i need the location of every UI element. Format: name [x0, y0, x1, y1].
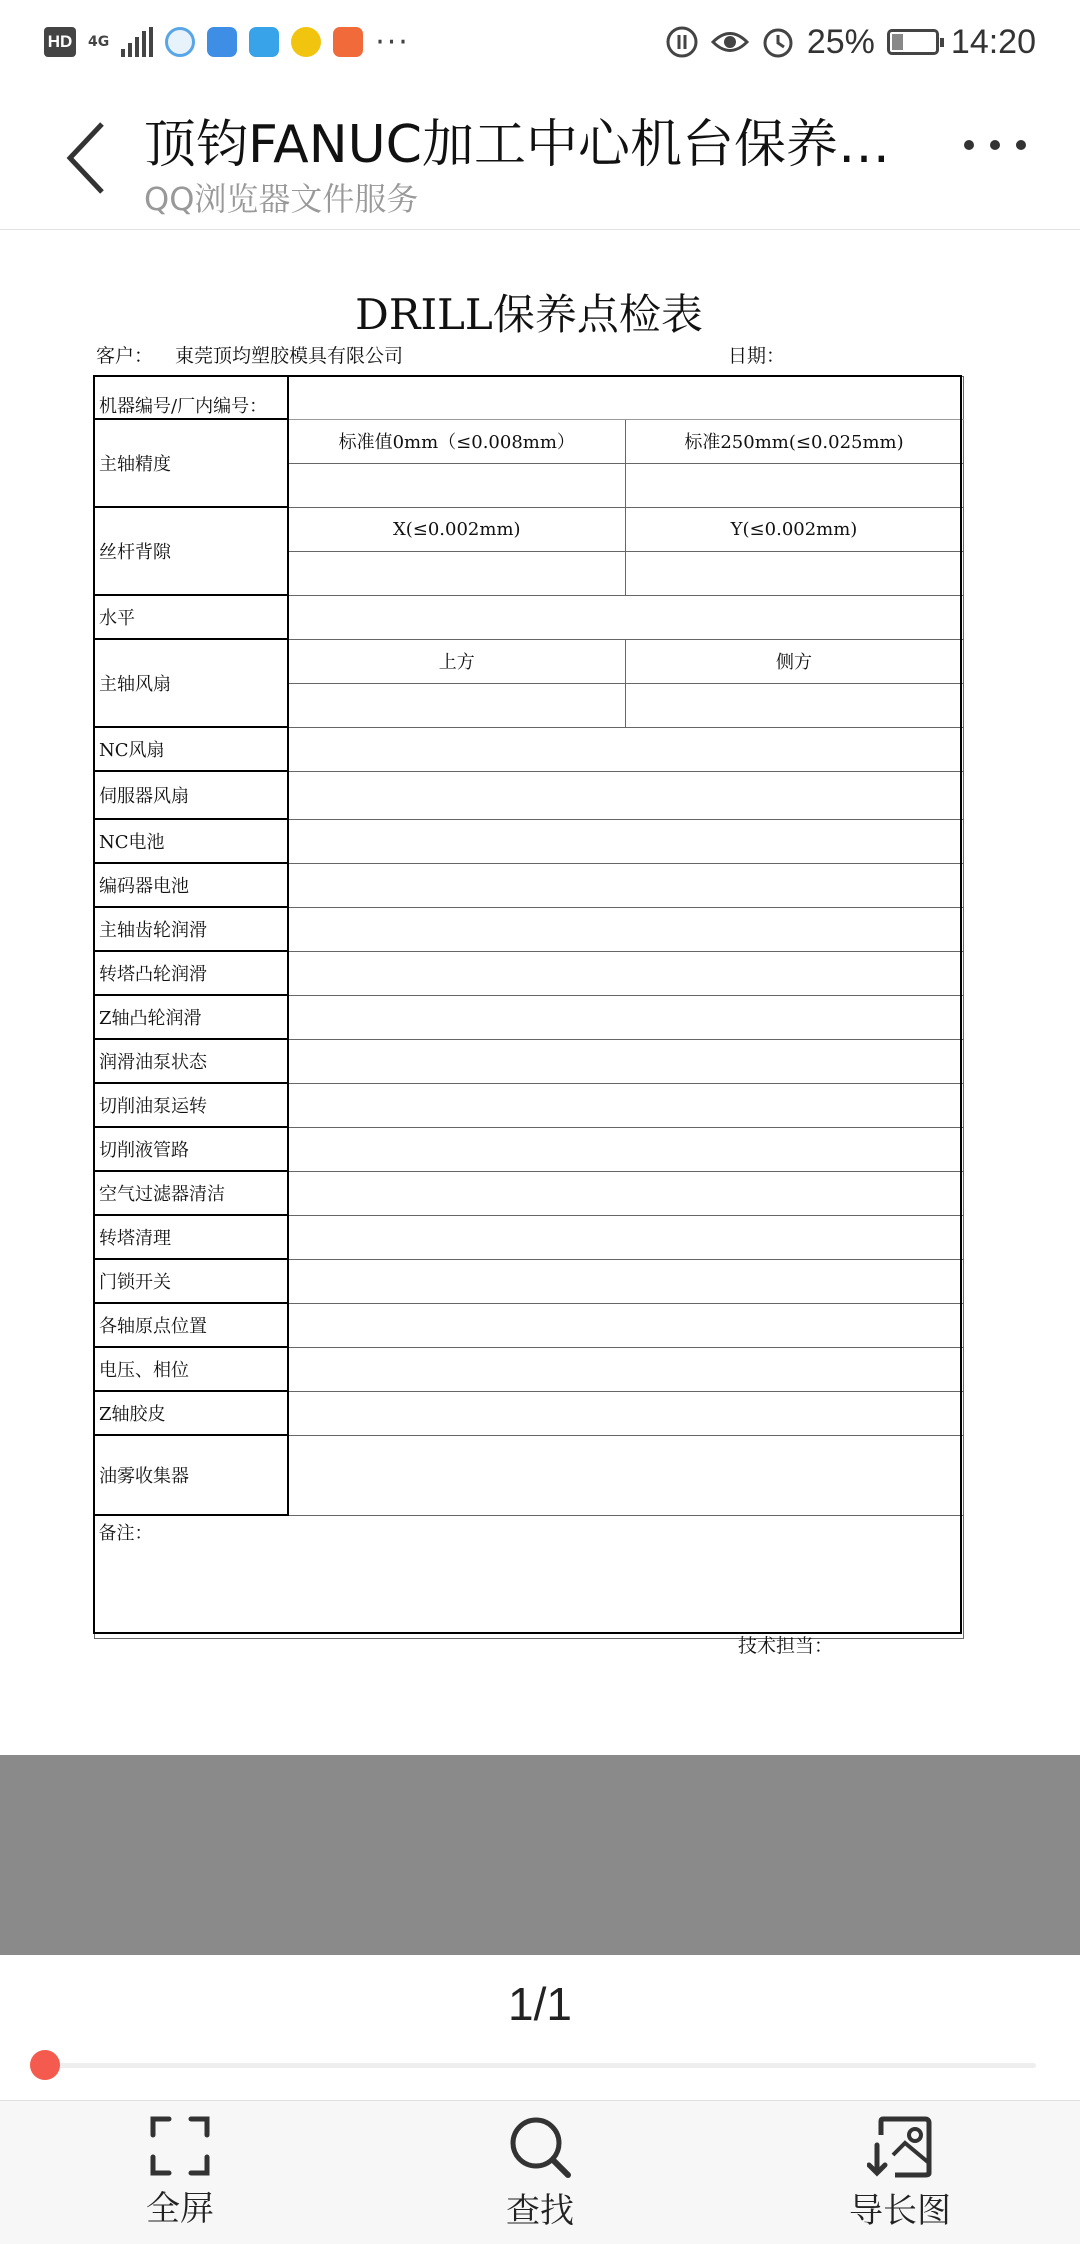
spindle-fan-value2 [625, 683, 963, 727]
item-value [288, 1303, 963, 1347]
item-label-text: 切削油泵运转 [99, 1096, 207, 1117]
listen-app-icon [333, 27, 363, 57]
remarks-label: 备注： [98, 1523, 153, 1544]
item-label-text: 转塔清理 [99, 1228, 171, 1249]
item-label-text: NC风扇 [99, 740, 165, 761]
remarks-cell [94, 1515, 963, 1638]
battery-percent: 25% [806, 22, 875, 61]
viewer-background [0, 1755, 1080, 1955]
find-label: 查找 [506, 2191, 574, 2231]
item-label-text: 各轴原点位置 [99, 1316, 207, 1337]
row-label-ballscrew-backlash [94, 507, 288, 595]
item-row [94, 863, 963, 907]
machine-no-label: 机器编号/厂内编号： [99, 396, 268, 417]
technician-label: 技术担当： [738, 1635, 834, 1657]
item-row [94, 995, 963, 1039]
more-options-button[interactable] [964, 140, 1026, 150]
item-row [94, 1083, 963, 1127]
item-label [94, 1259, 288, 1303]
page-slider-track[interactable] [44, 2063, 1036, 2068]
customer-line [96, 341, 403, 368]
row-label-spindle-accuracy [94, 419, 288, 507]
item-label-text: 润滑油泵状态 [99, 1052, 207, 1073]
item-row [94, 1391, 963, 1435]
item-label [94, 995, 288, 1039]
item-row [94, 727, 963, 771]
item-value [288, 907, 963, 951]
item-label [94, 1171, 288, 1215]
browser-app-icon [165, 27, 195, 57]
machine-no-value [288, 376, 963, 419]
customer-label: 客户： [96, 345, 154, 367]
app-header [0, 84, 1080, 230]
level-label: 水平 [99, 608, 135, 629]
item-label-text: NC电池 [99, 832, 165, 853]
spindle-accuracy-value2 [625, 463, 963, 507]
item-label-text: 主轴齿轮润滑 [99, 920, 207, 941]
item-label-text: 伺服器风扇 [99, 786, 189, 807]
status-left [44, 22, 410, 62]
spindle-fan-col1: 上方 [288, 639, 625, 683]
item-row [94, 1347, 963, 1391]
ballscrew-backlash-label: 丝杆背隙 [99, 542, 171, 563]
item-row [94, 819, 963, 863]
item-label [94, 951, 288, 995]
item-row [94, 1039, 963, 1083]
spindle-accuracy-label: 主轴精度 [99, 454, 171, 475]
fullscreen-icon [149, 2115, 211, 2177]
item-label [94, 771, 288, 819]
clock: 14:20 [950, 22, 1036, 61]
item-label-text: 电压、相位 [99, 1360, 189, 1381]
item-label [94, 1435, 288, 1515]
item-value [288, 1039, 963, 1083]
backlash-col2: Y(≤0.002mm) [625, 507, 963, 551]
eye-comfort-icon [711, 27, 749, 57]
item-label [94, 1083, 288, 1127]
page-subtitle: QQ浏览器文件服务 [144, 180, 419, 218]
item-label-text: Z轴凸轮润滑 [99, 1008, 202, 1029]
item-label [94, 1347, 288, 1391]
spindle-accuracy-col2: 标准250mm(≤0.025mm) [625, 419, 963, 463]
row-label-spindle-fan [94, 639, 288, 727]
status-right [665, 22, 1036, 62]
page-title: 顶钧FANUC加工中心机台保养… [144, 115, 890, 175]
page-slider-thumb[interactable] [30, 2050, 60, 2080]
long-image-icon [867, 2115, 933, 2179]
item-label-text: 门锁开关 [99, 1272, 171, 1293]
search-icon [508, 2115, 572, 2179]
item-row [94, 1259, 963, 1303]
document-page [0, 231, 1080, 1755]
item-label [94, 1391, 288, 1435]
page-number: 1/1 [508, 1978, 572, 2030]
signal-icon [121, 27, 153, 57]
fullscreen-button[interactable] [80, 2111, 280, 2241]
hd-icon: HD [44, 27, 76, 57]
item-value [288, 1171, 963, 1215]
item-value [288, 1127, 963, 1171]
item-label-text: 油雾收集器 [99, 1466, 189, 1487]
battery-icon [887, 29, 939, 55]
item-value [288, 995, 963, 1039]
item-value [288, 819, 963, 863]
item-row [94, 1303, 963, 1347]
item-value [288, 1083, 963, 1127]
item-row [94, 1215, 963, 1259]
backlash-value2 [625, 551, 963, 595]
send-app-icon [249, 27, 279, 57]
row-label-machine-no [94, 376, 288, 419]
item-label-text: Z轴胶皮 [99, 1404, 166, 1425]
shield-app-icon [207, 27, 237, 57]
long-image-label: 导长图 [849, 2191, 951, 2231]
item-label-text: 转塔凸轮润滑 [99, 964, 207, 985]
item-value [288, 727, 963, 771]
row-label-level [94, 595, 288, 639]
long-image-button[interactable] [800, 2111, 1000, 2241]
item-value [288, 1391, 963, 1435]
item-row [94, 1435, 963, 1515]
item-label [94, 907, 288, 951]
item-label-text: 空气过滤器清洁 [99, 1184, 225, 1205]
date-label: 日期： [728, 345, 786, 367]
page-indicator [0, 1955, 1080, 2100]
document-title: DRILL保养点检表 [355, 290, 703, 339]
status-bar [0, 0, 1080, 84]
item-label [94, 1039, 288, 1083]
item-row [94, 951, 963, 995]
bottom-toolbar [0, 2100, 1080, 2244]
item-value [288, 771, 963, 819]
spindle-fan-value1 [288, 683, 625, 727]
alarm-icon [761, 25, 795, 59]
item-row [94, 1171, 963, 1215]
backlash-col1: X(≤0.002mm) [288, 507, 625, 551]
more-notifications-icon: ··· [375, 24, 410, 60]
item-value [288, 1347, 963, 1391]
item-label-text: 切削液管路 [99, 1140, 189, 1161]
customer-name: 東莞顶均塑胶模具有限公司 [175, 345, 404, 367]
item-value [288, 863, 963, 907]
spindle-accuracy-value1 [288, 463, 625, 507]
inspection-table [93, 375, 964, 1639]
spindle-accuracy-col1: 标准值0mm（≤0.008mm） [288, 419, 625, 463]
level-value [288, 595, 963, 639]
item-row [94, 771, 963, 819]
item-label [94, 819, 288, 863]
item-label [94, 1303, 288, 1347]
spindle-fan-label: 主轴风扇 [99, 674, 171, 695]
back-button[interactable] [62, 120, 112, 196]
data-saver-icon [665, 25, 699, 59]
item-value [288, 951, 963, 995]
item-value [288, 1215, 963, 1259]
item-value [288, 1435, 963, 1515]
fullscreen-label: 全屏 [146, 2189, 214, 2229]
network-type: 4G [88, 34, 110, 50]
backlash-value1 [288, 551, 625, 595]
item-label-text: 编码器电池 [99, 876, 189, 897]
item-label [94, 1127, 288, 1171]
spindle-fan-col2: 侧方 [625, 639, 963, 683]
item-row [94, 1127, 963, 1171]
item-label [94, 863, 288, 907]
item-label [94, 727, 288, 771]
color-app-icon [291, 27, 321, 57]
item-label [94, 1215, 288, 1259]
item-row [94, 907, 963, 951]
item-value [288, 1259, 963, 1303]
find-button[interactable] [440, 2111, 640, 2241]
